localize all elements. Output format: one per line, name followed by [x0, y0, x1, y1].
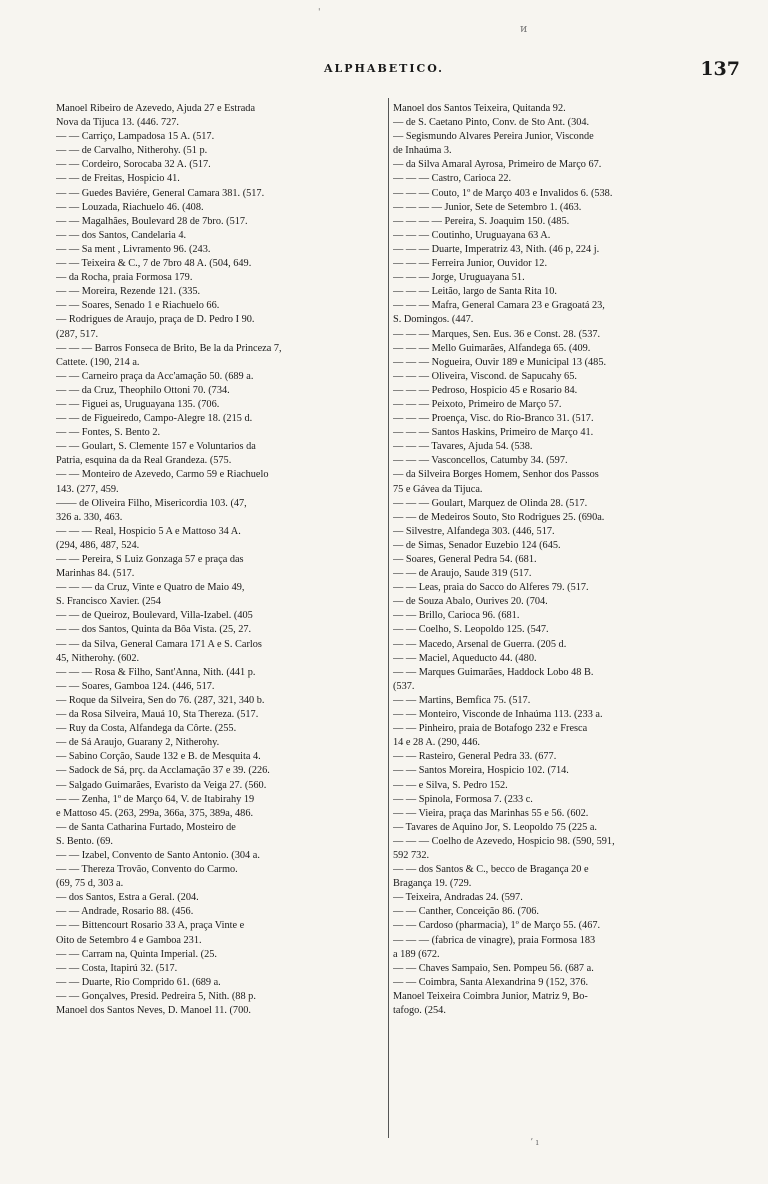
- entry-line: — — Vieira, praça das Marinhas 55 e 56. (602.: [393, 807, 589, 819]
- entry-line: — — Moreira, Rezende 121. (335.: [56, 286, 201, 298]
- entry-line: — — de Medeiros Souto, Sto Rodrigues 25. (690a.: [393, 511, 605, 523]
- entry-line: — de Santa Catharina Furtado, Mosteiro de: [56, 821, 236, 833]
- entry-line: — — — Jorge, Uruguayana 51.: [393, 272, 525, 284]
- entry-line: (537.: [393, 680, 415, 692]
- entry-line: — — Brillo, Carioca 96. (681.: [393, 610, 520, 622]
- entry-line: — — dos Santos, Quinta da Bôa Vista. (25, 27.: [56, 624, 252, 636]
- entry-line: — — Chaves Sampaio, Sen. Pompeu 56. (687 a.: [393, 962, 594, 974]
- entry-line: — — — — Pereira, S. Joaquim 150. (485.: [393, 215, 570, 227]
- entry-line: 14 e 28 A. (290, 446.: [393, 737, 480, 749]
- entry-line: — da Rosa Silveira, Mauá 10, Sta Thereza. (517.: [56, 709, 259, 721]
- entry-line: — — de Freitas, Hospicio 41.: [56, 173, 180, 185]
- entry-line: — — Bittencourt Rosario 33 A, praça Vinte e: [56, 920, 245, 932]
- entry-line: Manoel dos Santos Neves, D. Manoel 11. (700.: [56, 1005, 251, 1016]
- entry-line: — — Marques Guimarães, Haddock Lobo 48 B.: [393, 666, 594, 678]
- entry-line: (294, 486, 487, 524.: [56, 539, 140, 551]
- entry-line: — — — Ferreira Junior, Ouvidor 12.: [393, 258, 548, 270]
- entry-line: — — Maciel, Aqueducto 44. (480.: [393, 652, 537, 664]
- entry-line: Oito de Setembro 4 e Gamboa 231.: [56, 934, 202, 946]
- entry-line: — Sadock de Sá, prç. da Acclamação 37 e 39. (226.: [56, 765, 270, 777]
- entry-line: — — Figuei as, Uruguayana 135. (706.: [56, 398, 220, 410]
- entry-line: — — — (fabrica de vinagre), praia Formosa 183: [393, 934, 596, 946]
- left-column: [56, 102, 386, 1018]
- entry-line: (287, 517.: [56, 328, 99, 340]
- entry-line: S. Bento. (69.: [56, 835, 113, 847]
- entry-line: 75 e Gávea da Tijuca.: [393, 483, 483, 495]
- entry-line: — — de Araujo, Saude 319 (517.: [393, 568, 532, 580]
- entry-line: — — Santos Moreira, Hospicio 102. (714.: [393, 765, 569, 777]
- entry-line: Patria, esquina da da Real Grandeza. (575.: [56, 455, 232, 467]
- entry-line: — — Coelho, S. Leopoldo 125. (547.: [393, 624, 549, 636]
- entry-line: — — Macedo, Arsenal de Guerra. (205 d.: [393, 638, 567, 650]
- entry-line: — da Rocha, praia Formosa 179.: [56, 272, 193, 284]
- entry-line: — Ruy da Costa, Alfandega da Côrte. (255.: [56, 723, 237, 735]
- entry-line: — — Pereira, S Luiz Gonzaga 57 e praça das: [56, 554, 244, 565]
- entry-line: — — — Proença, Visc. do Rio-Branco 31. (517.: [393, 413, 594, 425]
- entry-line: — — — da Cruz, Vinte e Quatro de Maio 49,: [56, 582, 245, 594]
- footer-mark: ʼ ı: [530, 1138, 539, 1148]
- entry-line: — — — Coelho de Azevedo, Hospicio 98. (590, 591,: [393, 835, 615, 847]
- entry-line: — — Pinheiro, praia de Botafogo 232 e Fresca: [393, 723, 588, 735]
- entry-line: — de Simas, Senador Euzebio 124 (645.: [393, 539, 561, 551]
- entry-line: — — — Barros Fonseca de Brito, Be la da Princeza 7,: [56, 342, 282, 354]
- corner-mark: ᴎ: [520, 22, 528, 35]
- entry-line: — — — Santos Haskins, Primeiro de Março 41.: [393, 427, 594, 439]
- column-divider: [388, 98, 389, 1138]
- entry-line: S. Domingos. (447.: [393, 314, 474, 326]
- entry-line: — — — Couto, 1º de Março 403 e Invalidos 6. (538.: [393, 187, 613, 199]
- entry-line: — — Monteiro de Azevedo, Carmo 59 e Riachuelo: [56, 469, 269, 481]
- page-number: 137: [700, 58, 740, 80]
- entry-line: —— de Oliveira Filho, Misericordia 103. (47,: [56, 497, 247, 509]
- entry-line: — — Carriço, Lampadosa 15 A. (517.: [56, 131, 215, 143]
- entry-line: — — — Leitão, largo de Santa Rita 10.: [393, 286, 557, 298]
- entry-line: — — — Rosa & Filho, Sant'Anna, Nith. (441 p.: [56, 666, 256, 678]
- entry-line: — Silvestre, Alfandega 303. (446, 517.: [393, 525, 555, 537]
- entry-line: — Soares, General Pedra 54. (681.: [393, 554, 537, 565]
- entry-line: de Inhaúma 3.: [393, 145, 452, 157]
- entry-line: — de Souza Abalo, Ourives 20. (704.: [393, 596, 548, 608]
- entry-line: — — Thereza Trovão, Convento do Carmo.: [56, 864, 238, 876]
- entry-line: Nova da Tijuca 13. (446. 727.: [56, 117, 179, 129]
- entry-line: — — — Vasconcellos, Catumby 34. (597.: [393, 455, 568, 467]
- entry-line: 143. (277, 459.: [56, 483, 119, 495]
- entry-line: — — — Castro, Carioca 22.: [393, 173, 512, 185]
- entry-line: — — Guedes Baviére, General Camara 381. (517.: [56, 187, 265, 199]
- entry-line: — — — Peixoto, Primeiro de Março 57.: [393, 398, 562, 410]
- entry-line: — — Martins, Bemfica 75. (517.: [393, 694, 531, 706]
- entry-line: — — Monteiro, Visconde de Inhaúma 113. (233 a.: [393, 709, 603, 721]
- entry-line: — dos Santos, Estra a Geral. (204.: [56, 892, 199, 904]
- entry-line: Cattete. (190, 214 a.: [56, 356, 140, 368]
- entry-line: — Tavares de Aquino Jor, S. Leopoldo 75 (225 a.: [393, 821, 598, 833]
- entry-line: 45, Nitherohy. (602.: [56, 652, 140, 664]
- entry-line: (69, 75 d, 303 a.: [56, 878, 124, 890]
- entry-line: — — — Mafra, General Camara 23 e Gragoatá 23,: [393, 300, 605, 312]
- entry-line: — — Carram na, Quinta Imperial. (25.: [56, 948, 217, 960]
- entry-line: — — — Goulart, Marquez de Olinda 28. (517.: [393, 497, 588, 509]
- entry-line: — — Rasteiro, General Pedra 33. (677.: [393, 751, 557, 763]
- entry-line: — — — Marques, Sen. Eus. 36 e Const. 28. (537.: [393, 328, 601, 340]
- entry-line: — — Zenha, 1º de Março 64, V. de Itabirahy 19: [56, 793, 255, 805]
- entry-line: — — Coimbra, Santa Alexandrina 9 (152, 376.: [393, 976, 589, 988]
- entry-line: — — Louzada, Riachuelo 46. (408.: [56, 201, 204, 213]
- entry-line: — — dos Santos & C., becco de Bragança 20 e: [393, 864, 589, 876]
- page-title: ALPHABETICO.: [323, 62, 444, 75]
- entry-line: — Salgado Guimarães, Evaristo da Veiga 27. (560.: [56, 779, 267, 791]
- entry-line: S. Francisco Xavier. (254: [56, 596, 161, 608]
- entry-line: — da Silva Amaral Ayrosa, Primeiro de Março 67.: [393, 159, 602, 171]
- entry-line: — — — Duarte, Imperatriz 43, Nith. (46 p, 224 j.: [393, 243, 600, 255]
- entry-line: — — Gonçalves, Presid. Pedreira 5, Nith. (88 p.: [56, 990, 256, 1002]
- entry-line: — Rodrigues de Araujo, praça de D. Pedro I 90.: [56, 314, 255, 326]
- entry-line: — — — Tavares, Ajuda 54. (538.: [393, 441, 533, 453]
- entry-line: — — Soares, Senado 1 e Riachuelo 66.: [56, 300, 220, 312]
- entry-line: — — dos Santos, Candelaria 4.: [56, 229, 187, 241]
- entry-line: — — — Oliveira, Viscond. de Sapucahy 65.: [393, 370, 577, 382]
- entry-line: — — Izabel, Convento de Santo Antonio. (304 a.: [56, 849, 260, 861]
- entry-line: Marinhas 84. (517.: [56, 568, 135, 580]
- entry-line: — de S. Caetano Pinto, Conv. de Sto Ant. (304.: [393, 117, 590, 129]
- entry-line: — — de Queiroz, Boulevard, Villa-Izabel. (405: [56, 610, 253, 622]
- entry-line: — — de Figueiredo, Campo-Alegre 18. (215 d.: [56, 413, 253, 425]
- entry-line: — de Sá Araujo, Guarany 2, Nitherohy.: [56, 737, 220, 749]
- entry-line: — — de Carvalho, Nitherohy. (51 p.: [56, 145, 208, 157]
- entry-line: — — — Coutinho, Uruguayana 63 A.: [393, 229, 551, 241]
- entry-line: Bragança 19. (729.: [393, 878, 472, 890]
- entry-line: — — Costa, Itapirú 32. (517.: [56, 962, 178, 974]
- entry-line: — — da Cruz, Theophilo Ottoni 70. (734.: [56, 384, 230, 396]
- entry-line: — — — Nogueira, Ouvir 189 e Municipal 13 (485.: [393, 356, 607, 368]
- entry-line: — — Cardoso (pharmacia), 1º de Março 55. (467.: [393, 920, 601, 932]
- entry-line: — Segismundo Alvares Pereira Junior, Visconde: [393, 131, 594, 143]
- entry-line: — — — Mello Guimarães, Alfandega 65. (409.: [393, 342, 591, 354]
- right-column: [393, 102, 763, 1018]
- entry-line: — — Fontes, S. Bento 2.: [56, 427, 161, 439]
- entry-line: Manoel Teixeira Coimbra Junior, Matriz 9, Bo-: [393, 990, 588, 1002]
- entry-line: — — Goulart, S. Clemente 157 e Voluntarios da: [56, 441, 256, 453]
- entry-line: — — Sa ment , Livramento 96. (243.: [56, 243, 211, 255]
- entry-line: Manoel Ribeiro de Azevedo, Ajuda 27 e Estrada: [56, 103, 256, 114]
- entry-line: — — Canther, Conceição 86. (706.: [393, 906, 539, 918]
- stray-mark: ': [318, 8, 321, 18]
- entry-line: — — Carneiro praça da Acc'amação 50. (689 a.: [56, 370, 254, 382]
- entry-line: — — Andrade, Rosario 88. (456.: [56, 906, 194, 918]
- entry-line: — da Silveira Borges Homem, Senhor dos Passos: [393, 469, 599, 481]
- entry-line: — — Leas, praia do Sacco do Alferes 79. (517.: [393, 582, 589, 594]
- entry-line: — — — Pedroso, Hospicio 45 e Rosario 84.: [393, 384, 578, 396]
- entry-line: — — — — Junior, Sete de Setembro 1. (463.: [393, 201, 582, 213]
- entry-line: — — Spinola, Formosa 7. (233 c.: [393, 793, 533, 805]
- entry-line: — Sabino Corção, Saude 132 e B. de Mesquita 4.: [56, 751, 261, 763]
- entry-line: — — e Silva, S. Pedro 152.: [393, 779, 508, 791]
- entry-line: Manoel dos Santos Teixeira, Quitanda 92.: [393, 103, 566, 114]
- entry-line: — — Teixeira & C., 7 de 7bro 48 A. (504, 649.: [56, 258, 252, 270]
- entry-line: 592 732.: [393, 849, 430, 861]
- entry-line: a 189 (672.: [393, 948, 440, 960]
- entry-line: — — Duarte, Rio Comprido 61. (689 a.: [56, 976, 221, 988]
- entry-line: — — Soares, Gamboa 124. (446, 517.: [56, 680, 215, 692]
- entry-line: tafogo. (254.: [393, 1005, 446, 1016]
- entry-line: — — Magalhães, Boulevard 28 de 7bro. (517.: [56, 215, 248, 227]
- entry-line: — Teixeira, Andradas 24. (597.: [393, 892, 523, 904]
- entry-line: — Roque da Silveira, Sen do 76. (287, 321, 340 b.: [56, 694, 265, 706]
- entry-line: — — da Silva, General Camara 171 A e S. Carlos: [56, 638, 262, 650]
- entry-line: — — — Real, Hospicio 5 A e Mattoso 34 A.: [56, 525, 241, 537]
- entry-line: — — Cordeiro, Sorocaba 32 A. (517.: [56, 159, 211, 171]
- entry-line: e Mattoso 45. (263, 299a, 366a, 375, 389a, 486.: [56, 807, 254, 819]
- page-header: [0, 58, 768, 82]
- entry-line: 326 a. 330, 463.: [56, 511, 123, 523]
